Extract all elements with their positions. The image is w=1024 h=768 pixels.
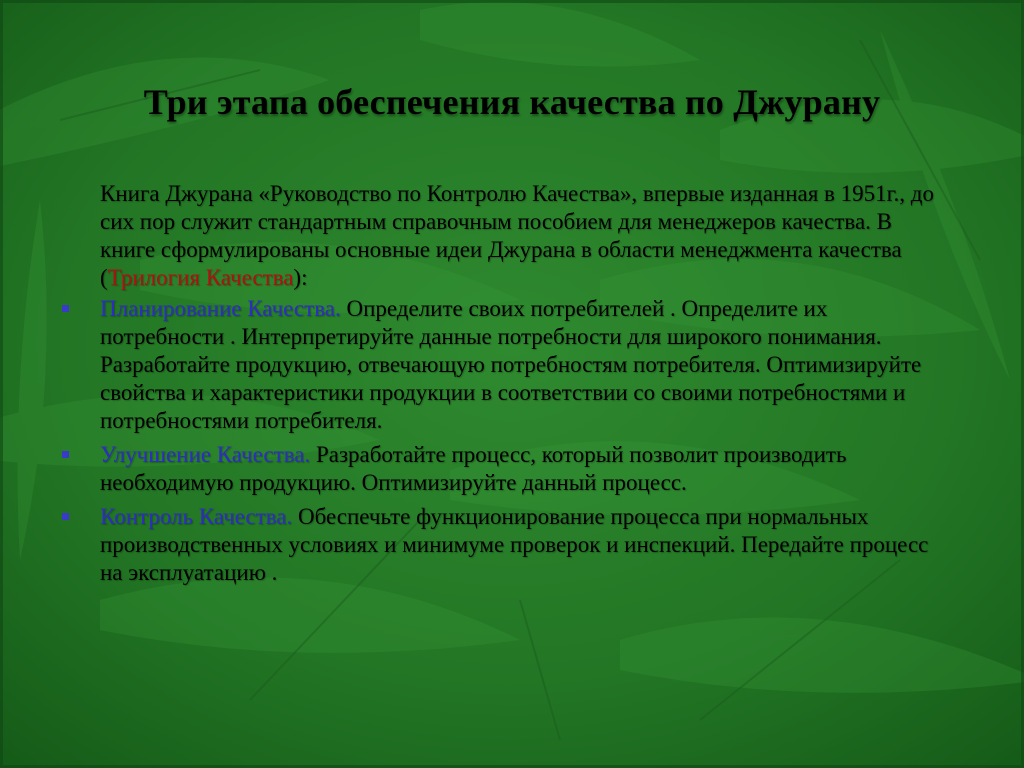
trilogy-link[interactable]: Трилогия Качества xyxy=(107,265,294,290)
square-bullet-icon xyxy=(62,451,69,458)
square-bullet-icon xyxy=(62,513,69,520)
improvement-link[interactable]: Улучшение Качества. xyxy=(100,442,311,467)
bullet-list xyxy=(100,295,945,587)
bullet-text: Определите своих потребителей . Определите их потребности . Интерпретируйте данные потребности для широкого понимания. Разработайте продукцию, отвечающую потребностям потребителя. Оптимизируйте свойства и характеристики продукции в соответствии со своими потребностями и потребностями потребителя. xyxy=(100,296,922,433)
bullet-planning xyxy=(100,295,945,435)
bullet-text: Обеспечьте функционирование процесса при нормальных производственных условиях и минимуме проверок и инспекций. Передайте процесс на эксплуатацию . xyxy=(100,504,929,585)
slide-title: Три этапа обеспечения качества по Джурану xyxy=(143,82,881,122)
bullet-text: Разработайте процесс, который позволит производить необходимую продукцию. Оптимизируйте данный процесс. xyxy=(100,442,847,495)
bullet-control xyxy=(100,503,945,587)
intro-paragraph xyxy=(100,180,945,292)
bullet-improvement xyxy=(100,441,945,497)
planning-link[interactable]: Планирование Качества. xyxy=(100,296,341,321)
control-link[interactable]: Контроль Качества. xyxy=(100,504,293,529)
intro-text: Книга Джурана «Руководство по Контролю Качества», впервые изданная в 1951г., до сих пор служит стандартным справочным пособием для менеджеров качества. В книге сформулированы основные идеи Джурана в области менеджмента качества ( xyxy=(100,181,934,290)
square-bullet-icon xyxy=(62,305,69,312)
intro-text-end: ): xyxy=(293,265,308,290)
slide-body xyxy=(100,180,945,593)
